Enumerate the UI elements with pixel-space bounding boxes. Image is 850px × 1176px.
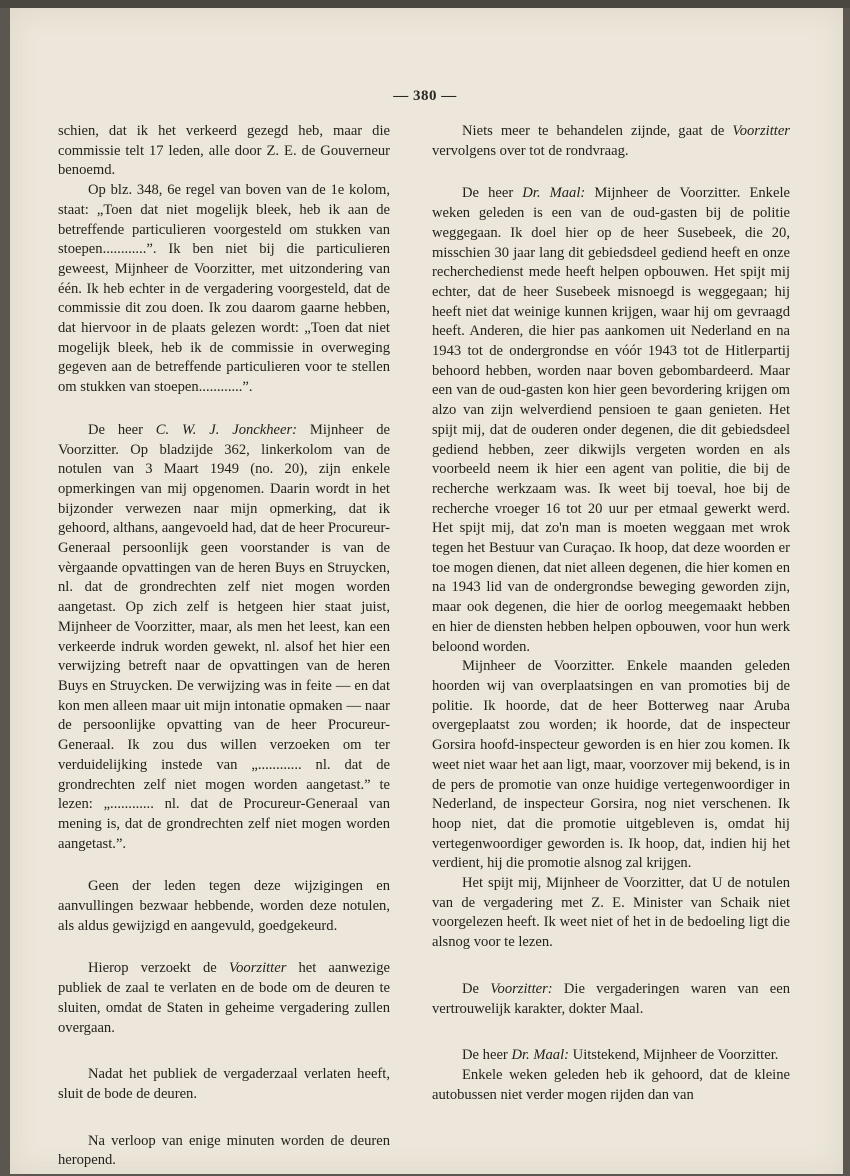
speaker-name: C. W. J. Jonckheer: xyxy=(155,421,298,438)
paragraph: De Voorzitter: Die vergaderingen waren van een vertrouwelijk karakter, dokter Maal. xyxy=(432,980,790,1017)
paragraph: Nadat het publiek de vergaderzaal verlaten heeft, sluit de bode de deuren. xyxy=(58,1066,390,1102)
speaker-name: Voorzitter xyxy=(228,960,287,977)
paragraph: Hierop verzoekt de Voorzitter het aanwezige publiek de zaal te verlaten en de bode om de deuren te sluiten, omdat de Staten in geheime vergadering zullen overgaan. xyxy=(58,960,391,1036)
paragraph: Niets meer te behandelen zijnde, gaat de Voorzitter vervolgens over tot de rondvraag. xyxy=(432,123,790,159)
paragraph: De heer Dr. Maal: Uitstekend, Mijnheer de Voorzitter. xyxy=(462,1047,779,1064)
page-number: — 380 — xyxy=(393,88,457,104)
paragraph: schien, dat ik het verkeerd gezegd heb, maar die commissie telt 17 leden, alle door Z. E. de Gouverneur benoemd. xyxy=(58,123,390,179)
speaker-name: Voorzitter xyxy=(732,123,790,139)
speaker-name: Dr. Maal: xyxy=(511,1047,569,1064)
paragraph: Het spijt mij, Mijnheer de Voorzitter, dat U de notulen van de vergadering met Z. E. Minister van Schaik niet voorgelezen heeft. Ik weet niet of het in de bedoeling ligt die alsnog voor te lezen. xyxy=(432,875,790,951)
paragraph: Op blz. 348, 6e regel van boven van de 1e kolom, staat: „Toen dat niet mogelijk bleek, heb ik aan de betreffende particulieren voorgesteld om stukken van stoepen............”. Ik ben niet bij die particulieren geweest, Mijnheer de Voorzitter, met uitzondering van één. Ik heb echter in de vergadering voorgesteld, dat de commissie dit zou doen. Ik zou daarom gaarne hebben, dat hiervoor in de plaats gelezen wordt: „Toen dat niet mogelijk bleek, heb ik de commissie in overweging gegeven aan de betreffende particulieren voor te stellen om stukken van stoepen............”. xyxy=(58,182,390,396)
paragraph: Enkele weken geleden heb ik gehoord, dat de kleine autobussen niet verder mogen rijden dan van xyxy=(432,1066,790,1103)
paragraph: De heer Dr. Maal: Mijnheer de Voorzitter. Enkele weken geleden is een van de oud-gasten bij de politie weggegaan. Ik doel hier op de heer Susebeek, die 20, misschien 30 jaar lang dit gebiedsdeel gediend heeft en onze recherchedienst mede heeft helpen opbouwen. Het spijt mij echter, dat de heer Susebeek misnoegd is weggegaan; hij heeft niet dat weinige kunnen krijgen, waar hij om gevraagd heeft. Anderen, die hier pas aankomen uit Nederland en na 1943 tot de ondergrondse en vóór 1943 tot de Hitlerpartij behoord hebben, worden naar boven gebombardeerd. Maar een van de oud-gasten kon hier geen bevordering krijgen om alzo van zijn welverdiend pensioen te gaan genieten. Het spijt mij, dat de ouderen onder degenen, die dit gebiedsdeel gediend hebben, zeer dikwijls vergeten worden en als voorbeeld neem ik hier een agent van politie, die bij de recherche werkzaam was. Ik weet bij toeval, hoe bij de recherche vroeger 16 tot 20 uur per etmaal gewerkt werd. Het spijt mij, dat zo'n man is moeten weggaan met wrok tegen het Bestuur van Curaçao. Ik hoop, dat deze woorden er toe mogen dienen, dat niet alleen degenen, die hier komen en na 1943 lid van de ondergrondse beweging geworden zijn, maar ook degenen, die hier de oorlog meegemaakt hebben en hier de diensten hebben helpen opbouwen, voor hun werk beloond worden. xyxy=(432,185,790,655)
paragraph: Na verloop van enige minuten worden de deuren heropend. xyxy=(58,1132,390,1169)
paragraph: Geen der leden tegen deze wijzigingen en aanvullingen bezwaar hebbende, worden deze notulen, als aldus gewijzigd en aangevuld, goedgekeurd. xyxy=(58,878,390,934)
paragraph: De heer C. W. J. Jonckheer: Mijnheer de Voorzitter. Op bladzijde 362, linkerkolom van de notulen van 3 Maart 1949 (no. 20), zijn enkele opmerkingen van mij opgenomen. Daarin wordt in het bijzonder verwezen naar mijn opmerking, dat ik gehoord, althans, aangevoeld had, dat de heer Procureur-Generaal persoonlijk geen voorstander is van de vèrgaande opvattingen van de heren Buys en Struycken, nl. dat de grondrechten zelf niet mogen worden aangetast. Op zich zelf is hetgeen hier staat juist, Mijnheer de Voorzitter, maar, als men het leest, kan een verkeerde indruk worden gewekt, nl. alsof het hier een verwijzing betreft naar de opvattingen van de heren Buys en Struycken. De verwijzing was in feite — en dat kon men alleen maar uit mijn intonatie opmaken — naar de persoonlijke opvatting van de heer Procureur-Generaal. Ik zou dus willen verzoeken om ter verduidelijking instede van „............ nl. dat de grondrechten zelf niet mogen worden aangetast.” te lezen: „............ nl. dat de Procureur-Generaal van mening is, dat de grondrechten zelf niet mogen worden aangetast.”. xyxy=(58,421,390,852)
paragraph: Mijnheer de Voorzitter. Enkele maanden geleden hoorden wij van overplaatsingen en van promoties bij de politie. Ik hoorde, dat de heer Botterweg naar Aruba overgeplaatst zou worden; ik hoorde, dat de inspecteur Gorsira hoofd-inspecteur geworden is en hier zou komen. Ik weet niet waar het aan ligt, maar, voorzover mij bekend, is in de pers de promotie van onze huidige vertegenwoordiger in Nederland, de inspecteur Gorsira, nog niet verschenen. Ik hoop niet, dat die promotie uitgebleven is, omdat hij vertegenwoordiger geworden is. Ik hoop, dat, indien hij het verdient, hij die promotie alsnog zal krijgen. xyxy=(432,658,790,872)
speaker-name: Dr. Maal: xyxy=(522,185,586,202)
speaker-name: Voorzitter: xyxy=(490,980,553,997)
right-column xyxy=(432,122,790,1105)
left-column xyxy=(58,122,390,1171)
scan-edge xyxy=(0,0,850,8)
